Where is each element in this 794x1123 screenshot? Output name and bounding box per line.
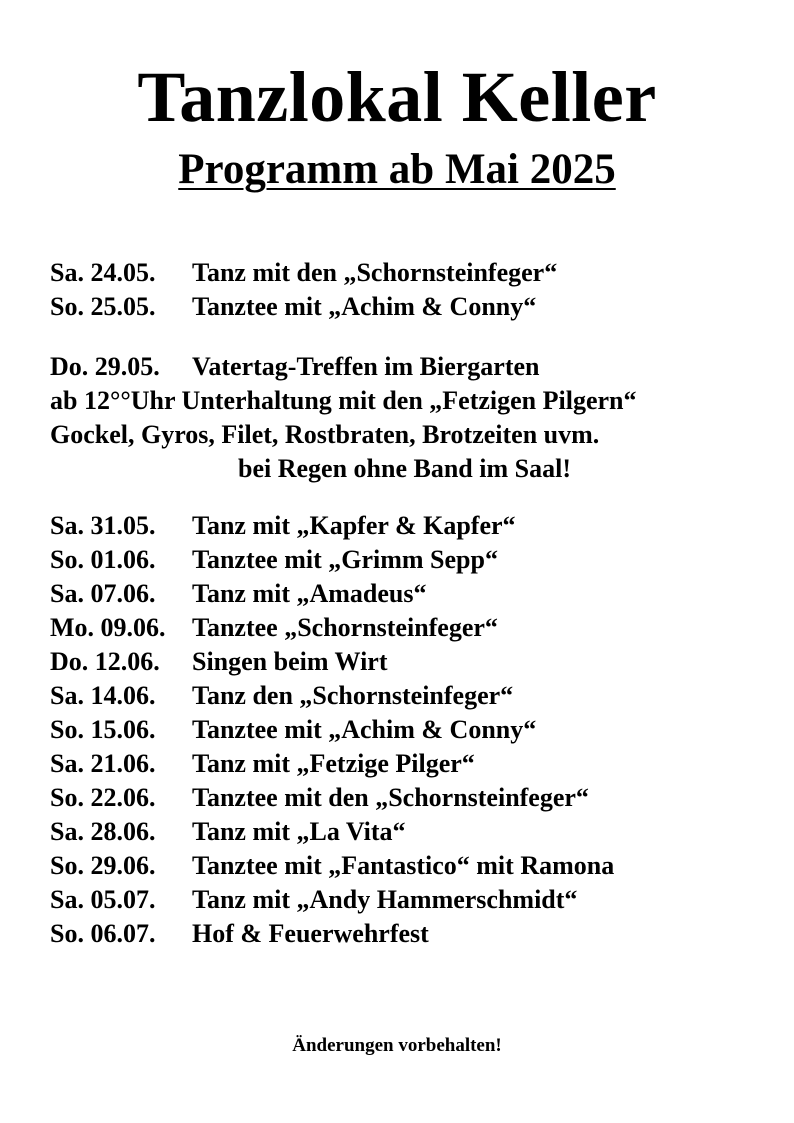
event-text: Tanz mit „Amadeus“ bbox=[192, 579, 427, 608]
event-row bbox=[50, 747, 475, 781]
event-text: Tanz mit „La Vita“ bbox=[192, 817, 406, 846]
page-subtitle bbox=[0, 145, 794, 195]
page-title: Tanzlokal Keller bbox=[137, 57, 657, 137]
event-row bbox=[50, 577, 427, 611]
event-date: So. 15.06. bbox=[50, 715, 156, 744]
event-row bbox=[50, 509, 516, 543]
event-text: Tanz mit den „Schornsteinfeger“ bbox=[192, 258, 558, 287]
event-row bbox=[50, 849, 614, 883]
footer-note: Änderungen vorbehalten! bbox=[292, 1035, 502, 1056]
event-date: Sa. 07.06. bbox=[50, 579, 156, 608]
event-date: So. 01.06. bbox=[50, 545, 156, 574]
event-text: Tanztee mit den „Schornsteinfeger“ bbox=[192, 783, 589, 812]
event-row bbox=[50, 883, 577, 917]
event-text: Tanztee mit „Fantastico“ mit Ramona bbox=[192, 851, 615, 880]
event-date: So. 29.06. bbox=[50, 851, 156, 880]
event-date: Do. 29.05. bbox=[50, 352, 160, 381]
event-text: Tanz den „Schornsteinfeger“ bbox=[192, 681, 514, 710]
event-text: Vatertag-Treffen im Biergarten bbox=[192, 352, 540, 381]
event-row bbox=[50, 917, 429, 951]
subtitle-text: Programm ab Mai 2025 bbox=[178, 146, 616, 193]
event-text: Tanztee mit „Achim & Conny“ bbox=[192, 715, 537, 744]
event-row bbox=[50, 290, 536, 324]
event-text: Tanz mit „Fetzige Pilger“ bbox=[192, 749, 475, 778]
event-row bbox=[50, 781, 589, 815]
event-date: Sa. 14.06. bbox=[50, 681, 156, 710]
event-row bbox=[50, 543, 498, 577]
event-row bbox=[50, 256, 557, 290]
event-date: So. 06.07. bbox=[50, 919, 156, 948]
event-text: Tanztee mit „Grimm Sepp“ bbox=[192, 545, 498, 574]
event-row bbox=[50, 713, 536, 747]
event-row bbox=[50, 645, 388, 679]
event-text: Tanz mit „Andy Hammerschmidt“ bbox=[192, 885, 578, 914]
vatertag-rain-note: bei Regen ohne Band im Saal! bbox=[238, 454, 571, 483]
event-text: Hof & Feuerwehrfest bbox=[192, 919, 429, 948]
event-row bbox=[50, 611, 498, 645]
event-date: Do. 12.06. bbox=[50, 647, 160, 676]
event-date: Sa. 31.05. bbox=[50, 511, 156, 540]
event-row bbox=[50, 815, 406, 849]
event-date: Sa. 28.06. bbox=[50, 817, 156, 846]
vatertag-food-line: Gockel, Gyros, Filet, Rostbraten, Brotzeiten uvm. bbox=[50, 420, 600, 449]
event-text: Singen beim Wirt bbox=[192, 647, 388, 676]
event-text: Tanztee mit „Achim & Conny“ bbox=[192, 292, 537, 321]
event-text: Tanztee „Schornsteinfeger“ bbox=[192, 613, 498, 642]
event-row bbox=[50, 679, 513, 713]
event-date: Sa. 21.06. bbox=[50, 749, 156, 778]
vatertag-row bbox=[50, 350, 540, 384]
event-date: Mo. 09.06. bbox=[50, 613, 166, 642]
vatertag-info-line: ab 12°°Uhr Unterhaltung mit den „Fetzigen Pilgern“ bbox=[50, 386, 637, 415]
event-text: Tanz mit „Kapfer & Kapfer“ bbox=[192, 511, 516, 540]
event-date: So. 22.06. bbox=[50, 783, 156, 812]
event-date: Sa. 05.07. bbox=[50, 885, 156, 914]
event-date: So. 25.05. bbox=[50, 292, 156, 321]
event-date: Sa. 24.05. bbox=[50, 258, 156, 287]
